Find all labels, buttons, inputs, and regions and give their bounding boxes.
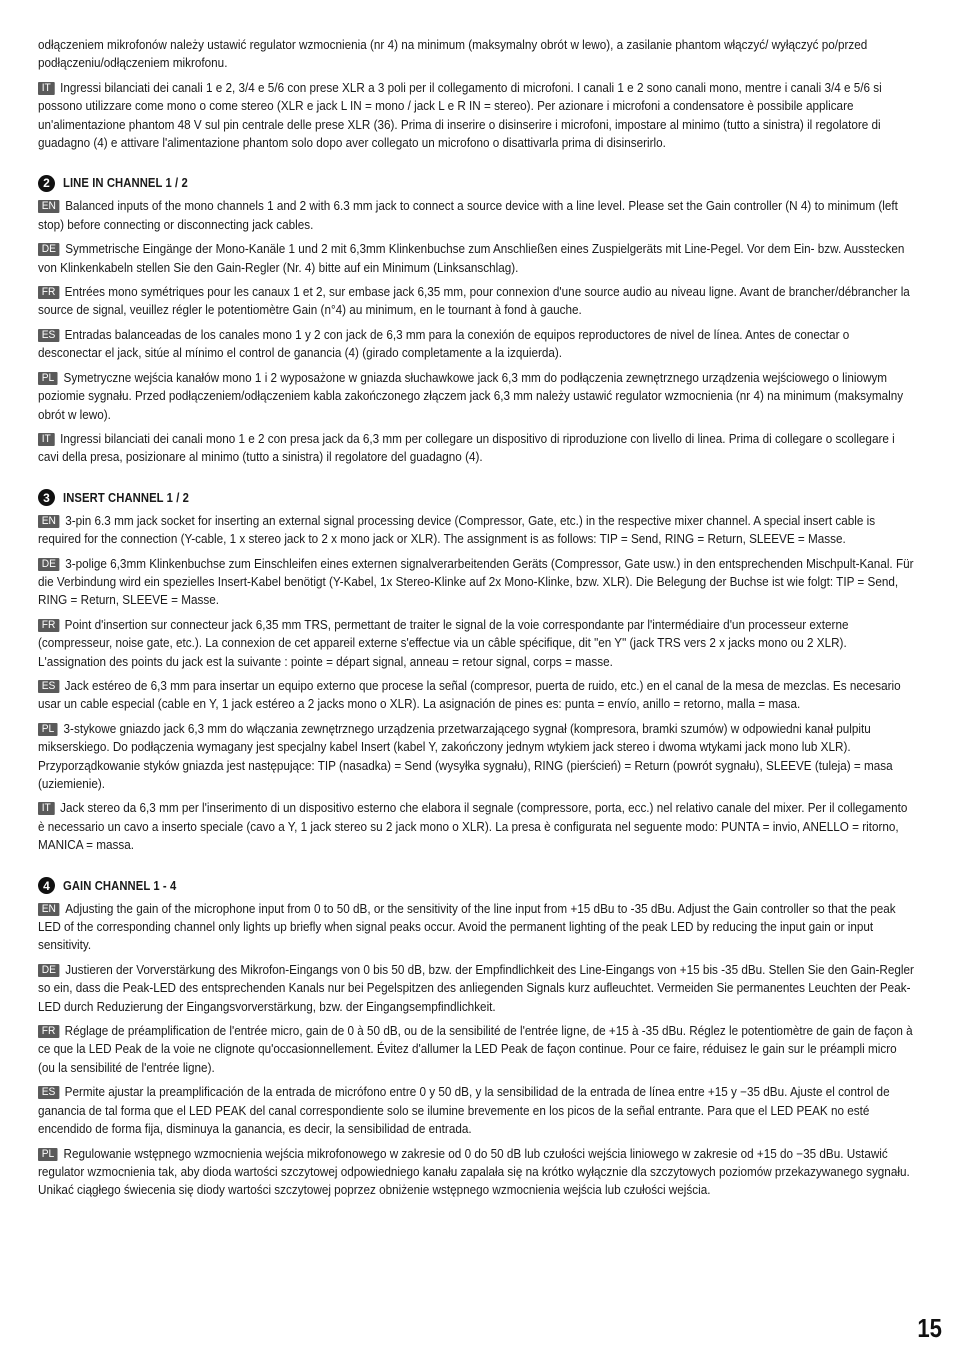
- paragraph-text: Point d'insertion sur connecteur jack 6,35 mm TRS, permettant de traiter le signal de la voie correspondante par l'intermédiaire d'un processeur externe (compresseur, noise gate, etc.). La connexion de cet appareil externe s'effectue via un câble spécifique, dit "en Y" (jack TRS vers 2 x jacks mono ou 2 XLR). L'assignation des points du jack est la suivante : pointe = départ signal, anneau = retour signal, corps = masse.: [38, 617, 849, 669]
- section-title: INSERT CHANNEL 1 / 2: [63, 490, 189, 505]
- paragraph-de: [38, 961, 916, 1016]
- paragraph-text: Justieren der Vorverstärkung des Mikrofon-Eingangs von 0 bis 50 dB, bzw. der Empfindlichkeit des Line-Eingangs von +15 bis -35 dBu. Stellen Sie den Gain-Regler so ein, dass die Peak-LED des entsprechenden Kanals nur bei Pegelspitzen des anliegenden Signals kurz aufleuchtet. Vermeiden Sie permanentes Leuchten der Peak-LED durch Reduzierung der Eingangsvorverstärkung, bzw. der Eingangsempfindlichkeit.: [38, 962, 914, 1014]
- language-tag: PL: [38, 372, 58, 385]
- paragraph-de: [38, 555, 916, 610]
- pl-continued-paragraph: odłączeniem mikrofonów należy ustawić regulator wzmocnienia (nr 4) na minimum (maksymalny obrót w lewo), a zasilanie phantom włączyć/ wyłączyć po/przed podłączeniu/odłączeniem mikrofonu.: [38, 38, 868, 71]
- paragraph-text: Symmetrische Eingänge der Mono-Kanäle 1 und 2 mit 6,3mm Klinkenbuchse zum Anschließen eines Zuspielgeräts mit Line-Pegel. Vor dem Ein- bzw. Ausstecken von Klinkenkabeln stellen Sie den Gain-Regler (Nr. 4) bitte auf ein Minimum (Linksanschlag).: [38, 242, 905, 275]
- language-tag: IT: [38, 802, 55, 815]
- section-heading: [38, 877, 916, 895]
- section-title: GAIN CHANNEL 1 - 4: [63, 878, 177, 893]
- paragraph-text: Entradas balanceadas de los canales mono 1 y 2 con jack de 6,3 mm para la conexión de equipos reproductores de nivel de línea. Antes de conectar o desconectar el jack, sitúe al mínimo el control de ganancia (4) (girado completamente a la izquierda).: [38, 327, 850, 361]
- paragraph-es: [38, 677, 916, 714]
- paragraph-text: Symetryczne wejścia kanałów mono 1 i 2 wyposażone w gniazda słuchawkowe jack 6,3 mm do podłączenia zewnętrznego urządzenia wejściowego o liniowym poziomie sygnału. Przed podłączeniem/odłączeniem kabla zakończonego złączem jack 6,3 mm należy ustawić regulator wzmocnienia (nr 4) na minimum (maksymalny obrót w lewo).: [38, 370, 904, 422]
- section-heading: [38, 489, 916, 507]
- paragraph-text: 3-stykowe gniazdo jack 6,3 mm do włączania zewnętrznego urządzenia przetwarzającego sygnał (kompresora, bramki szumów) w odpowiedni kanał pulpitu mikserskiego. Do podłączenia wymagany jest specjalny kabel Insert (kabel Y, zakończony jednym wtykiem jack stereo i dwoma wtykami jack mono lub XLR). Przyporządkowanie styków gniazda jest następujące: TIP (nasadka) = Send (wysyłka sygnału), RING (pierścień) = Return (powrót sygnału), SLEEVE (tuleja) = masa (uziemienie).: [38, 721, 893, 791]
- paragraph-text: Entrées mono symétriques pour les canaux 1 et 2, sur embase jack 6,35 mm, pour connexion d'une source audio au niveau ligne. Avant de brancher/débrancher la source de signal, veuillez régler le potentiomètre Gain (n°4) au minimum, en le tournant à fond à gauche.: [38, 285, 910, 318]
- paragraph-pl: [38, 369, 916, 424]
- paragraph-en: [38, 900, 916, 955]
- language-tag: PL: [38, 723, 58, 736]
- language-tag: DE: [38, 964, 60, 977]
- paragraph-fr: [38, 616, 916, 671]
- paragraph-text: Regulowanie wstępnego wzmocnienia wejścia mikrofonowego w zakresie od 0 do 50 dB lub czułości wejścia liniowego w zakresie od +15 do −35 dBu. Ustawić regulator wzmocnienia tak, aby dioda wartości szczytowej odpowiedniego kanału zapalała się na krótko wyłącznie dla szczytowych poziomów przekazywanego sygnału. Unikać ciągłego świecenia się diody wartości szczytowej poprzez obniżenie wstępnego wzmocnienia wejścia lub czułości wejścia.: [38, 1146, 910, 1198]
- section-number-badge: 3: [38, 489, 55, 506]
- paragraph-text: Ingressi bilanciati dei canali mono 1 e 2 con presa jack da 6,3 mm per collegare un dispositivo di riproduzione con livello di linea. Prima di collegare o scollegare i cavi della presa, posizionare al minimo (tutto a sinistra) il regolatore del guadagno (4).: [38, 431, 895, 465]
- section-title: LINE IN CHANNEL 1 / 2: [63, 176, 188, 191]
- paragraph-text: 3-polige 6,3mm Klinkenbuchse zum Einschleifen eines externen signalverarbeitenden Geräts (Compressor, Gate usw.) in den entsprechenden Mischpult-Kanal. Für die Verbindung wird ein spezielles Insert-Kabel benötigt (Y-Kabel, 1x Stereo-Klinke auf 2x Mono-Klinke, bzw. XLR). Die Belegung der Buchse ist wie folgt: TIP = Send, RING = Return, SLEEVE = Masse.: [38, 556, 914, 608]
- section-gain: [38, 877, 916, 1200]
- paragraph-pl: [38, 720, 916, 794]
- page-number: 15: [917, 1313, 942, 1343]
- language-tag: IT: [38, 433, 55, 446]
- section-number-badge: 2: [38, 175, 55, 192]
- paragraph-text: Réglage de préamplification de l'entrée micro, gain de 0 à 50 dB, ou de la sensibilité de l'entrée ligne, de +15 à -35 dBu. Réglez le potentiomètre de gain de façon à ce que la LED Peak de la voie ne clignote qu'occasionnellement. Évitez d'allumer la LED Peak de façon continue. Pour ce faire, réduisez le gain sur le préampli micro (ou la sensibilité de l'entrée ligne).: [38, 1024, 913, 1075]
- language-tag: ES: [38, 1086, 59, 1099]
- language-tag: DE: [38, 243, 60, 256]
- language-tag: EN: [38, 515, 60, 528]
- section-number-badge: 4: [38, 877, 55, 894]
- paragraph-it: [38, 799, 916, 854]
- paragraph-en: [38, 197, 916, 234]
- document-page: [38, 36, 916, 1206]
- language-tag: EN: [38, 903, 60, 916]
- paragraph-de: [38, 240, 916, 277]
- language-tag: EN: [38, 200, 60, 213]
- section-insert: [38, 489, 916, 855]
- paragraph-it: [38, 430, 916, 467]
- it-intro-paragraph: [38, 79, 916, 153]
- paragraph-text: Jack estéreo de 6,3 mm para insertar un equipo externo que procese la señal (compresor, puerta de ruido, etc.) en el canal de la mesa de mezclas. Es necesario usar un cable especial (cable en Y, 1 jack estéreo a 2 jacks mono o XLR). La asignación de pines es: punta = envío, anillo = retorno, malla = masa.: [38, 678, 901, 712]
- paragraph-es: [38, 1083, 916, 1138]
- paragraph-text: Balanced inputs of the mono channels 1 and 2 with 6.3 mm jack to connect a source device with a line level. Please set the Gain controller (N 4) to minimum (left stop) before connecting or disconnecting jack cables.: [38, 199, 898, 232]
- paragraph-text: Jack stereo da 6,3 mm per l'inserimento di un dispositivo esterno che elabora il segnale (compressore, porta, ecc.) nel relativo canale del mixer. Per il collegamento è necessario un cavo a inserto speciale (cavo a Y, 1 jack stereo su 2 jack mono o XLR). La presa è configurata nel seguente modo: PUNTA = invio, ANELLO = ritorno, MANICA = massa.: [38, 801, 908, 853]
- paragraph-text: 3-pin 6.3 mm jack socket for inserting an external signal processing device (Compressor, Gate, etc.) in the respective mixer channel. A special insert cable is required for the connection (Y-cable, 1 x stereo jack to 2 x mono jack or XLR). The assignment is as follows: TIP = Send, RING = Return, SLEEVE = Masse.: [38, 513, 876, 547]
- paragraph-text: Adjusting the gain of the microphone input from 0 to 50 dB, or the sensitivity of the line input from +15 dBu to -35 dBu. Adjust the Gain controller so that the peak LED of the corresponding channel only lights up briefly when signal peaks occur. Avoid the permanent lighting of the peak LED by reducing the input gain or input sensitivity.: [38, 901, 896, 953]
- section-heading: [38, 174, 916, 192]
- language-tag: ES: [38, 329, 59, 342]
- paragraph-fr: [38, 283, 916, 320]
- language-tag: FR: [38, 286, 59, 299]
- paragraph-fr: [38, 1022, 916, 1077]
- paragraph-en: [38, 512, 916, 549]
- language-tag: PL: [38, 1148, 58, 1161]
- language-tag: FR: [38, 1025, 59, 1038]
- paragraph-pl: [38, 1145, 916, 1200]
- language-tag: ES: [38, 680, 59, 693]
- language-tag: FR: [38, 619, 59, 632]
- paragraph-es: [38, 326, 916, 363]
- section-line-in: [38, 174, 916, 466]
- language-tag: DE: [38, 558, 60, 571]
- language-tag: IT: [38, 82, 55, 95]
- paragraph-text: Permite ajustar la preamplificación de la entrada de micrófono entre 0 y 50 dB, y la sensibilidad de la entrada de línea entre +15 y −35 dBu. Ajuste el control de ganancia de tal forma que el LED PEAK del canal correspondiente solo se ilumine brevemente en los picos de la señal entrante. Para que el LED PEAK no esté encendido de forma fija, disminuya la ganancia, es decir, la sensibilidad de entrada.: [38, 1085, 890, 1137]
- paragraph-text: Ingressi bilanciati dei canali 1 e 2, 3/4 e 5/6 con prese XLR a 3 poli per il collegamento di microfoni. I canali 1 e 2 sono canali mono, mentre i canali 3/4 e 5/6 si possono utilizzare come mono o come stereo (XLR e jack L IN = mono / jack L e R IN = stereo). Per azionare i microfoni a condensatore è possibile applicare un'alimentazione phantom 48 V sul pin centrale delle prese XLR (36). Prima di inserire o disinserire i microfoni, impostare al minimo (tutto a sinistra) il regolatore di guadagno (4) e attivare l'alimentazione phantom solo dopo aver collegato un microfono o disattivarla prima di disinserirlo.: [38, 80, 882, 151]
